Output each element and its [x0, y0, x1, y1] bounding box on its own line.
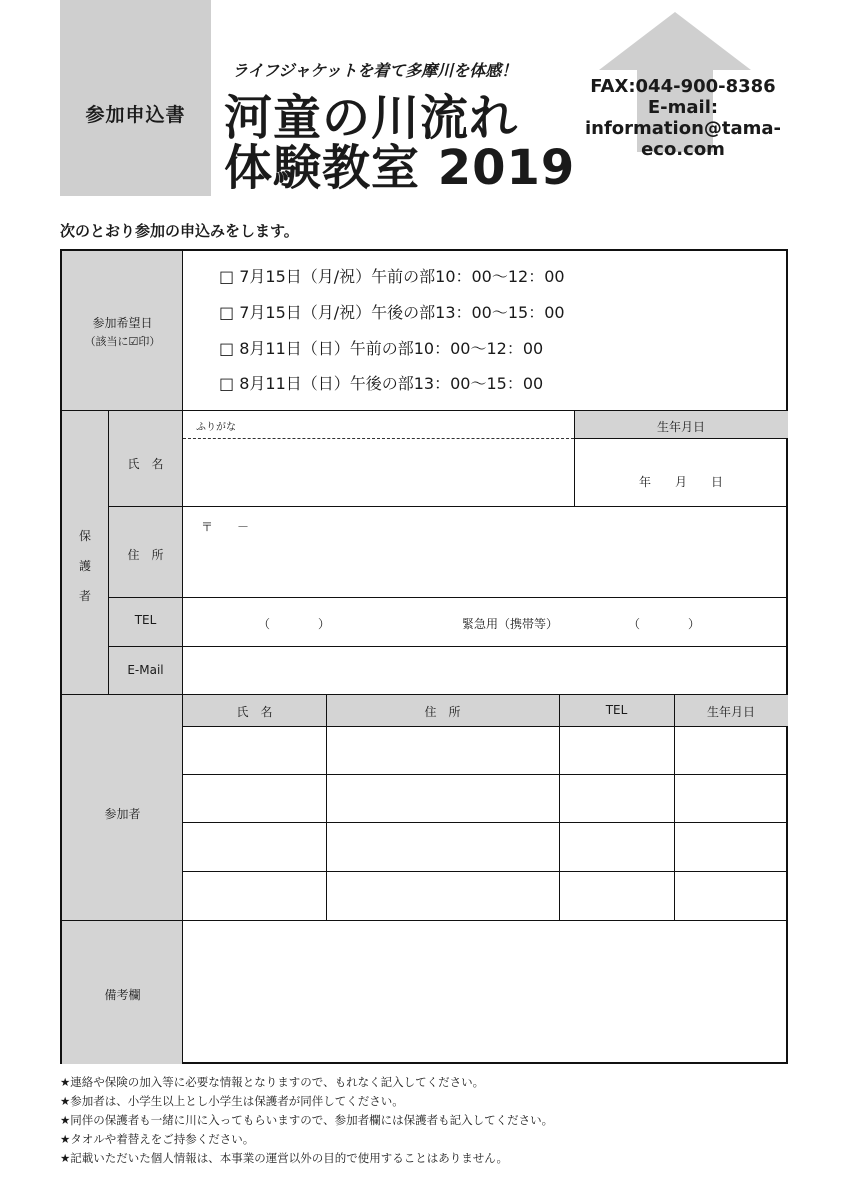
application-form	[60, 249, 788, 1064]
note-3: ★同伴の保護者も一緒に川に入ってもらいますので、参加者欄には保護者も記入してください。	[60, 1113, 554, 1127]
birth-label: 生年月日	[656, 420, 705, 434]
guardian-address-label: 住 所	[127, 548, 164, 562]
schedule-option-4[interactable]: □ 8月11日（日）午後の部13：00～15：00	[219, 374, 544, 393]
participants-label: 参加者	[104, 807, 141, 821]
schedule-option-1[interactable]: □ 7月15日（月/祝）午前の部10：00～12：00	[219, 267, 565, 286]
lead-text: 次のとおり参加の申込みをします。	[60, 222, 299, 240]
guardian-label	[62, 521, 108, 611]
furigana-label: ふりがな	[196, 422, 236, 433]
note-1: ★連絡や保険の加入等に必要な情報となりますので、もれなく記入してください。	[60, 1075, 485, 1089]
note-4: ★タオルや着替えをご持参ください。	[60, 1132, 255, 1146]
remarks-label: 備考欄	[104, 988, 141, 1002]
guardian-email-label: E-Mail	[127, 663, 164, 677]
note-2: ★参加者は、小学生以上とし小学生は保護者が同伴してください。	[60, 1094, 404, 1108]
title-line-1: 河童の川流れ	[224, 90, 519, 146]
remarks-field[interactable]	[184, 922, 787, 1063]
emergency-label: 緊急用（携帯等）	[462, 617, 559, 631]
guardian-name-label: 氏 名	[127, 457, 164, 471]
email-address: information@tama-eco.com	[584, 118, 782, 160]
notes	[60, 1073, 553, 1168]
form-type-label: 参加申込書	[85, 104, 186, 126]
participants-col-tel: TEL	[605, 703, 628, 717]
schedule-label-cell	[62, 251, 183, 411]
guardian-email-field[interactable]	[184, 648, 787, 693]
participants-col-address: 住 所	[424, 705, 461, 719]
participants-col-name: 氏 名	[236, 705, 273, 719]
participants-col-birth: 生年月日	[706, 705, 755, 719]
schedule-option-3[interactable]: □ 8月11日（日）午前の部10：00～12：00	[219, 339, 544, 358]
fax-number: FAX:044-900-8386	[590, 76, 776, 97]
tel-paren[interactable]: （ ）	[258, 617, 331, 631]
note-5: ★記載いただいた個人情報は、本事業の運営以外の目的で使用することはありません。	[60, 1151, 508, 1165]
schedule-option-2[interactable]: □ 7月15日（月/祝）午後の部13：00～15：00	[219, 303, 565, 322]
postal-mark[interactable]: 〒 －	[201, 520, 250, 534]
subtitle: ライフジャケットを着て多摩川を体感！	[232, 61, 518, 80]
guardian-label-text: 保護者	[78, 529, 91, 603]
schedule-sublabel: （該当に☑印）	[84, 335, 161, 348]
guardian-name-field[interactable]	[184, 439, 573, 505]
email-label: E-mail:	[647, 97, 719, 118]
title-line-2: 体験教室 2019	[224, 140, 576, 196]
guardian-tel-label: TEL	[134, 613, 157, 627]
emergency-paren[interactable]: （ ）	[628, 617, 701, 631]
header-tag-background	[60, 0, 211, 196]
contact-info	[552, 76, 814, 160]
schedule-label: 参加希望日	[92, 316, 153, 330]
birth-fields[interactable]: 年 月 日	[638, 475, 723, 489]
